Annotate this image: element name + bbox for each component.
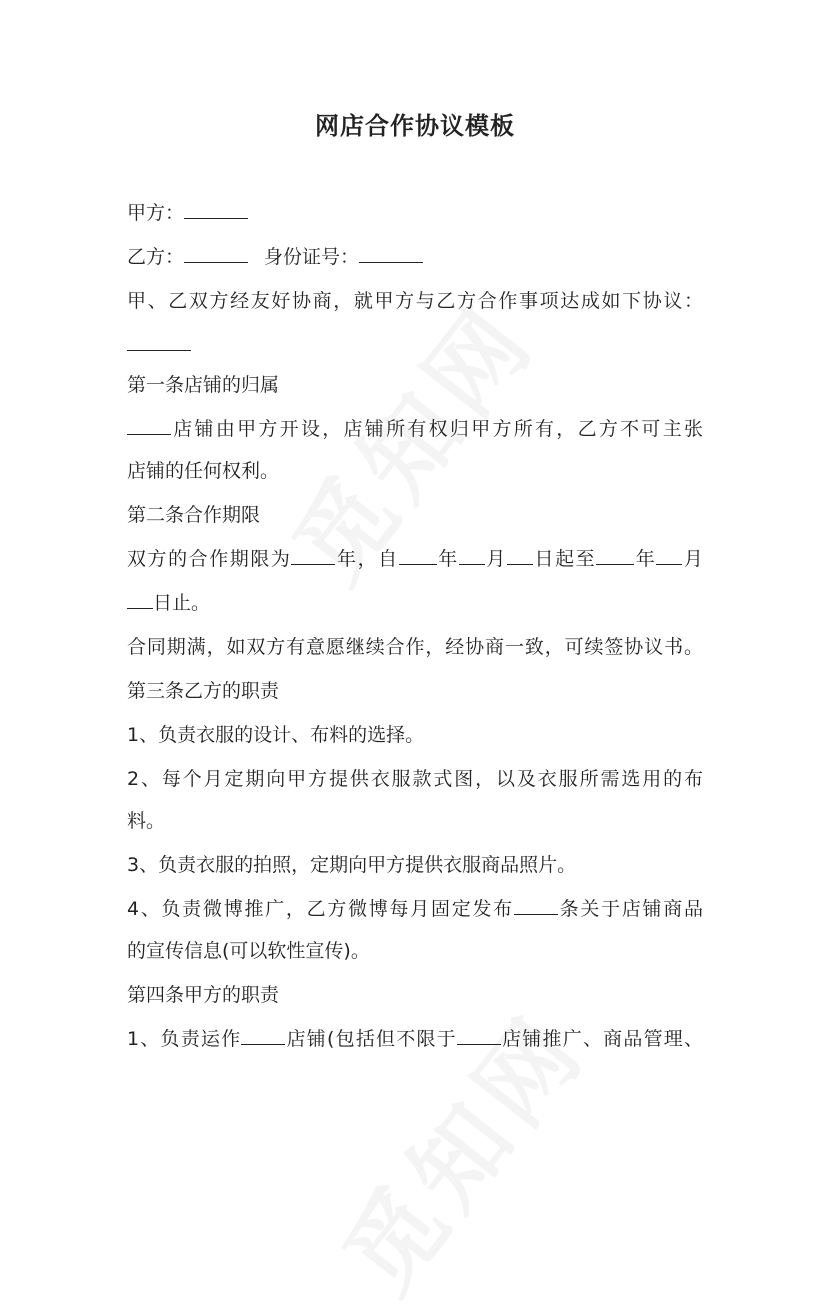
article-4-title: 第四条甲方的职责 bbox=[127, 984, 280, 1006]
intro-blank bbox=[127, 332, 191, 351]
article-1-line-1: 店铺由甲方开设，店铺所有权归甲方所有，乙方不可主张 bbox=[127, 416, 703, 442]
party-b-line bbox=[127, 244, 423, 270]
party-a-label: 甲方： bbox=[127, 202, 185, 224]
shop-name-blank bbox=[241, 1026, 285, 1045]
article-2-title: 第二条合作期限 bbox=[127, 504, 261, 526]
article-3-item-2-line-2: 料。 bbox=[127, 810, 166, 832]
article-3-item-1: 1、负责衣服的设计、布料的选择。 bbox=[127, 724, 425, 746]
article-2-renewal: 合同期满，如双方有意愿继续合作，经协商一致，可续签协议书。 bbox=[127, 636, 703, 658]
id-number-blank bbox=[359, 244, 423, 263]
article-4-item-1-line-1: 1、负责运作 店铺(包括但不限于 店铺推广、商品管理、 bbox=[127, 1028, 703, 1050]
article-3-item-2-line-1: 2、每个月定期向甲方提供衣服款式图，以及衣服所需选用的布 bbox=[127, 768, 703, 790]
document-title: 网店合作协议模板 bbox=[315, 112, 515, 140]
party-a-line bbox=[127, 200, 248, 226]
end-month-blank bbox=[656, 546, 682, 565]
term-years-blank bbox=[291, 546, 335, 565]
article-2-end-line: 日止。 bbox=[127, 590, 210, 616]
article-2-term-line: 双方的合作期限为 年，自 年 月 日起至 年 月 bbox=[127, 548, 703, 570]
article-3-title: 第三条乙方的职责 bbox=[127, 680, 280, 702]
start-day-blank bbox=[507, 546, 533, 565]
article-1-title: 第一条店铺的归属 bbox=[127, 374, 280, 396]
party-a-blank bbox=[184, 200, 248, 219]
weibo-count-blank bbox=[514, 896, 558, 915]
intro-text: 甲、乙双方经友好协商，就甲方与乙方合作事项达成如下协议： bbox=[127, 290, 703, 312]
start-month-blank bbox=[459, 546, 485, 565]
article-3-item-3: 3、负责衣服的拍照，定期向甲方提供衣服商品照片。 bbox=[127, 854, 577, 876]
start-year-blank bbox=[399, 546, 437, 565]
intro-blank-line bbox=[127, 332, 191, 358]
article-3-item-4-line-2: 的宣传信息(可以软性宣传)。 bbox=[127, 940, 370, 962]
article-1-blank bbox=[127, 416, 171, 435]
end-day-blank bbox=[127, 590, 153, 609]
article-3-item-4-line-1: 4、负责微博推广，乙方微博每月固定发布 条关于店铺商品 bbox=[127, 898, 703, 920]
article-1-line-2: 店铺的任何权利。 bbox=[127, 460, 280, 482]
shop-name-blank-2 bbox=[457, 1026, 501, 1045]
id-number-label: 身份证号： bbox=[264, 246, 360, 268]
party-b-blank bbox=[184, 244, 248, 263]
end-year-blank bbox=[596, 546, 634, 565]
party-b-label: 乙方： bbox=[127, 246, 185, 268]
